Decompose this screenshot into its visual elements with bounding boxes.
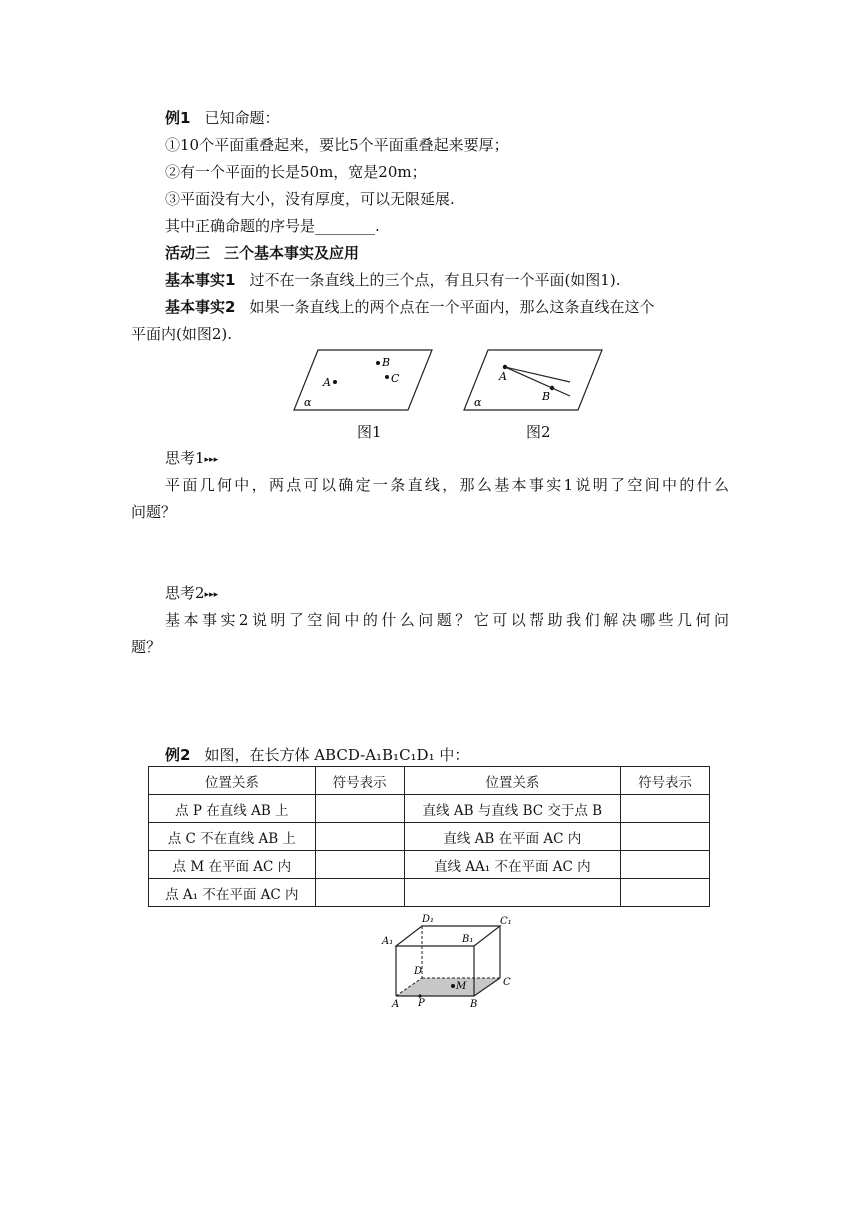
cuboid-label-b1: B₁ <box>462 934 474 945</box>
table-cell: 直线 AA₁ 不在平面 AC 内 <box>404 851 621 879</box>
table-cell <box>315 879 404 907</box>
table-cell <box>621 823 710 851</box>
figure-2-caption: 图2 <box>526 423 551 441</box>
table-cell <box>315 851 404 879</box>
example-1-question: 其中正确命题的序号是________. <box>165 217 380 235</box>
cuboid-figure <box>378 908 518 1013</box>
basic-fact-2-line-2: 平面内(如图2). <box>131 325 233 343</box>
table-row <box>149 823 710 851</box>
table-row <box>149 851 710 879</box>
activity-label: 活动三 <box>165 244 211 262</box>
example-1-heading <box>165 108 279 128</box>
basic-fact-2-label: 基本事实2 <box>165 298 236 316</box>
think-1-label: 思考1 <box>165 449 205 467</box>
table-cell <box>621 879 710 907</box>
table-row <box>149 879 710 907</box>
table-cell: 直线 AB 在平面 AC 内 <box>404 823 621 851</box>
triple-arrow-icon: ▸▸▸ <box>204 455 219 465</box>
basic-fact-1 <box>165 270 620 290</box>
cuboid-label-c1: C₁ <box>500 916 512 927</box>
figure-1-plane <box>290 348 435 414</box>
table-header-row <box>149 767 710 795</box>
table-cell <box>315 823 404 851</box>
activity-title: 三个基本事实及应用 <box>224 244 360 262</box>
cuboid-label-d1: D₁ <box>422 914 435 925</box>
table-header-cell: 位置关系 <box>404 767 621 795</box>
cuboid-label-a: A <box>392 999 400 1010</box>
figure-1-alpha-label: α <box>304 396 312 409</box>
example-1-item-3: ③平面没有大小，没有厚度，可以无限延展. <box>165 190 455 208</box>
activity-heading <box>165 243 359 263</box>
table-cell <box>315 795 404 823</box>
example-1-label: 例1 <box>165 109 191 127</box>
table-row <box>149 795 710 823</box>
cuboid-label-m: M <box>456 981 467 992</box>
cuboid-label-p: P <box>418 998 425 1009</box>
example-1-item-2: ②有一个平面的长是50m，宽是20m； <box>165 163 427 181</box>
table-cell: 点 C 不在直线 AB 上 <box>149 823 316 851</box>
table-header-cell: 位置关系 <box>149 767 316 795</box>
table-cell: 点 P 在直线 AB 上 <box>149 795 316 823</box>
think-2-heading <box>165 583 218 605</box>
think-2-line-1: 基本事实2说明了空间中的什么问题？它可以帮助我们解决哪些几何问 <box>165 611 729 629</box>
figure-2-alpha-label: α <box>474 396 482 409</box>
example-1-item-1: ①10个平面重叠起来，要比5个平面重叠起来要厚； <box>165 136 509 154</box>
figure-1-point-c-label: C <box>391 372 400 385</box>
cuboid-label-d: D <box>414 966 423 977</box>
example-2-label: 例2 <box>165 746 191 764</box>
table-cell <box>621 851 710 879</box>
table-cell: 点 A₁ 不在平面 AC 内 <box>149 879 316 907</box>
think-1-line-2: 问题？ <box>131 503 177 521</box>
figure-2-point-b-label: B <box>542 390 551 403</box>
figure-2-point-a-label: A <box>499 370 507 383</box>
figure-1-point-b-label: B <box>382 356 391 369</box>
example-2-heading <box>165 745 469 765</box>
cuboid-label-b: B <box>470 999 478 1010</box>
think-2-line-2: 题？ <box>131 638 162 656</box>
triple-arrow-icon: ▸▸▸ <box>204 590 219 600</box>
figure-1-caption: 图1 <box>357 423 382 441</box>
table-cell <box>621 795 710 823</box>
table-header-cell: 符号表示 <box>621 767 710 795</box>
table-cell <box>404 879 621 907</box>
cuboid-label-c: C <box>503 977 511 988</box>
table-cell: 直线 AB 与直线 BC 交于点 B <box>404 795 621 823</box>
example-1-stem: 已知命题： <box>204 109 280 127</box>
basic-fact-2 <box>165 297 654 317</box>
figure-2-plane <box>460 348 605 414</box>
think-1-line-1: 平面几何中，两点可以确定一条直线，那么基本事实1说明了空间中的什么 <box>165 476 729 494</box>
table-header-cell: 符号表示 <box>315 767 404 795</box>
basic-fact-2-text: 如果一条直线上的两个点在一个平面内，那么这条直线在这个 <box>249 298 655 316</box>
think-1-heading <box>165 448 218 470</box>
example-2-stem: 如图，在长方体 ABCD-A₁B₁C₁D₁ 中： <box>204 746 470 764</box>
basic-fact-1-label: 基本事实1 <box>165 271 236 289</box>
cuboid-label-a1: A₁ <box>382 936 394 947</box>
position-relation-table <box>148 766 710 907</box>
basic-fact-1-text: 过不在一条直线上的三个点，有且只有一个平面(如图1). <box>249 271 621 289</box>
figure-1-point-a-label: A <box>323 376 331 389</box>
think-2-label: 思考2 <box>165 584 205 602</box>
table-cell: 点 M 在平面 AC 内 <box>149 851 316 879</box>
